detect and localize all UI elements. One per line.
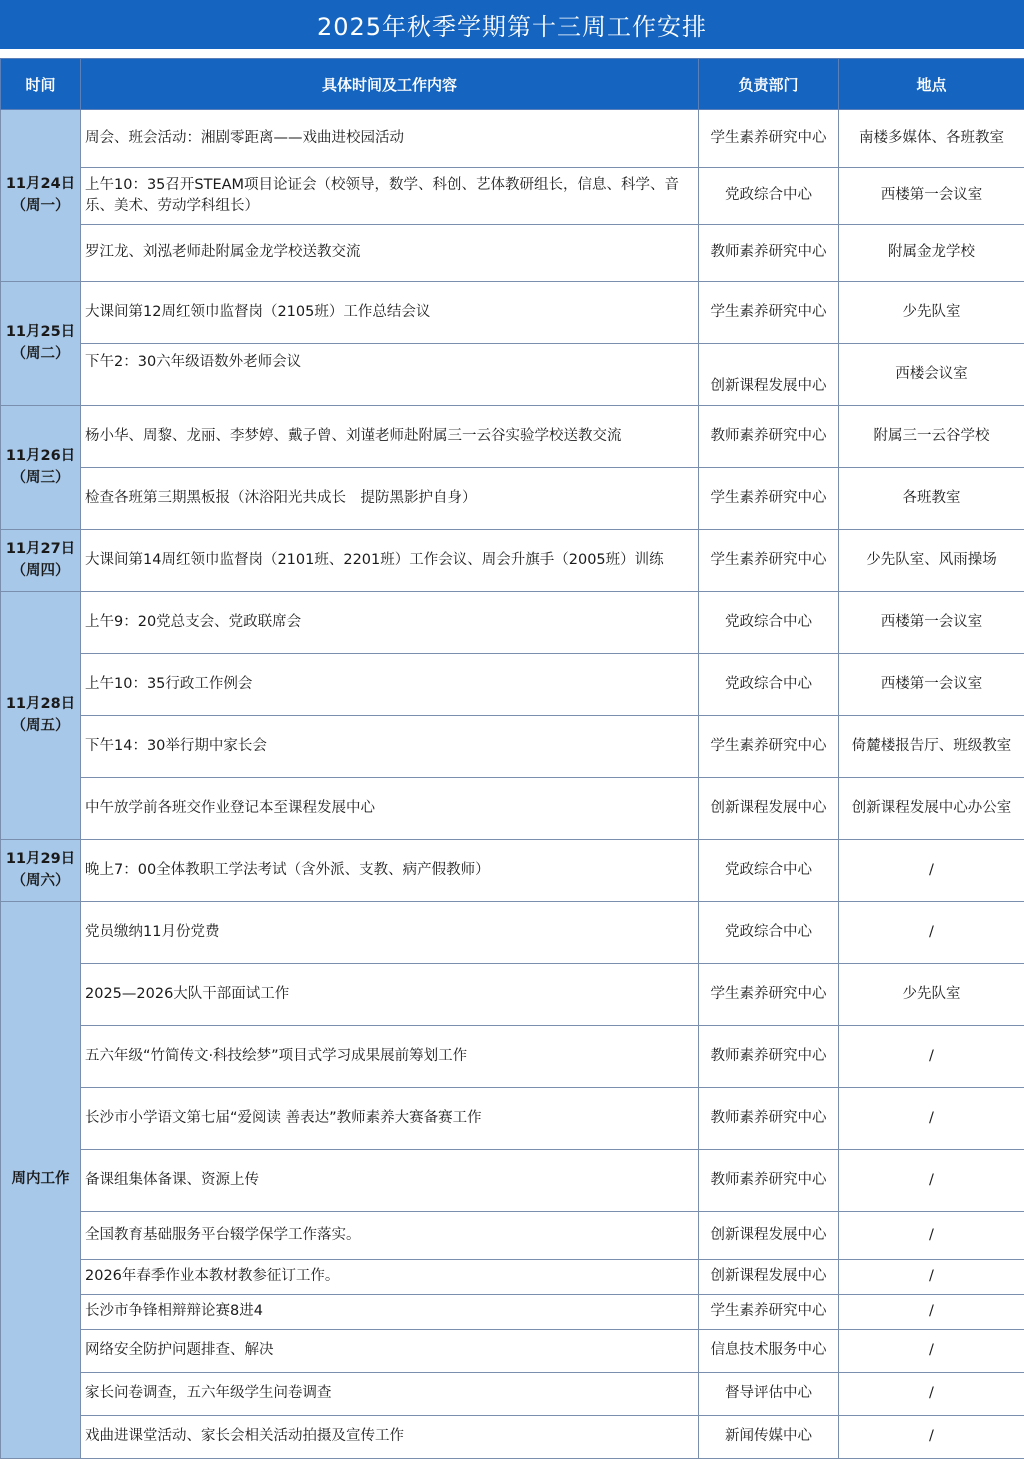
task-location: 创新课程发展中心办公室 [839,778,1024,840]
day-week: （周二） [5,344,76,365]
table-row [1,344,1024,406]
task-dept: 学生素养研究中心 [699,282,839,344]
task-location: 各班教室 [839,468,1024,530]
task-content: 全国教育基础服务平台辍学保学工作落实。 [81,1212,699,1260]
table-row [1,1373,1024,1416]
task-location: 少先队室 [839,282,1024,344]
task-location: / [839,1260,1024,1295]
table-row [1,778,1024,840]
task-content: 上午10：35召开STEAM项目论证会（校领导，数学、科创、艺体教研组长，信息、科学、音乐、美术、劳动学科组长） [81,168,699,225]
day-label [1,530,81,592]
task-location: / [839,902,1024,964]
page-title: 2025年秋季学期第十三周工作安排 [0,0,1024,52]
day-week: （周四） [5,561,76,582]
day-label [1,282,81,406]
day-week: （周六） [5,871,76,892]
day-label [1,840,81,902]
task-dept: 教师素养研究中心 [699,1150,839,1212]
day-week: （周三） [5,468,76,489]
task-dept: 学生素养研究中心 [699,716,839,778]
schedule-table [0,58,1024,1459]
task-content: 上午10：35行政工作例会 [81,654,699,716]
task-content: 大课间第14周红领巾监督岗（2101班、2201班）工作会议、周会升旗手（2005班）训练 [81,530,699,592]
task-content: 长沙市小学语文第七届“爱阅读 善表达”教师素养大赛备赛工作 [81,1088,699,1150]
table-row [1,168,1024,225]
day-label [1,902,81,1459]
header-row [1,59,1024,110]
day-date: 11月25日 [5,322,76,343]
task-dept: 教师素养研究中心 [699,225,839,282]
task-location: / [839,1212,1024,1260]
task-dept: 党政综合中心 [699,902,839,964]
task-dept: 创新课程发展中心 [699,344,839,406]
day-date: 11月28日 [5,694,76,715]
day-label [1,406,81,530]
day-date: 11月27日 [5,539,76,560]
table-row [1,225,1024,282]
task-dept: 教师素养研究中心 [699,1026,839,1088]
table-row [1,1295,1024,1330]
table-row [1,902,1024,964]
header-dept: 负责部门 [699,59,839,110]
task-dept: 党政综合中心 [699,592,839,654]
day-label [1,110,81,282]
task-content: 五六年级“竹简传文·科技绘梦”项目式学习成果展前筹划工作 [81,1026,699,1088]
day-week: （周一） [5,196,76,217]
task-dept: 创新课程发展中心 [699,778,839,840]
task-location: / [839,1150,1024,1212]
task-dept: 学生素养研究中心 [699,468,839,530]
table-row [1,530,1024,592]
table-row [1,964,1024,1026]
task-content: 戏曲进课堂活动、家长会相关活动拍摄及宣传工作 [81,1416,699,1459]
task-content: 大课间第12周红领巾监督岗（2105班）工作总结会议 [81,282,699,344]
task-dept: 教师素养研究中心 [699,406,839,468]
task-content: 党员缴纳11月份党费 [81,902,699,964]
task-dept: 新闻传媒中心 [699,1416,839,1459]
header-content: 具体时间及工作内容 [81,59,699,110]
task-content: 中午放学前各班交作业登记本至课程发展中心 [81,778,699,840]
task-content: 2026年春季作业本教材教参征订工作。 [81,1260,699,1295]
task-dept: 学生素养研究中心 [699,110,839,168]
task-dept: 信息技术服务中心 [699,1330,839,1373]
task-content: 下午14：30举行期中家长会 [81,716,699,778]
task-location: 附属三一云谷学校 [839,406,1024,468]
table-row [1,1150,1024,1212]
task-dept: 创新课程发展中心 [699,1260,839,1295]
task-dept: 教师素养研究中心 [699,1088,839,1150]
header-location: 地点 [839,59,1024,110]
task-content: 晚上7：00全体教职工学法考试（含外派、支教、病产假教师） [81,840,699,902]
task-dept: 学生素养研究中心 [699,530,839,592]
task-dept: 学生素养研究中心 [699,1295,839,1330]
task-dept: 创新课程发展中心 [699,1212,839,1260]
day-date: 周内工作 [5,1169,76,1190]
day-date: 11月26日 [5,446,76,467]
table-row [1,1330,1024,1373]
task-location: / [839,1295,1024,1330]
day-date: 11月24日 [5,174,76,195]
task-location: / [839,1416,1024,1459]
table-row [1,1260,1024,1295]
table-row [1,282,1024,344]
task-location: / [839,1373,1024,1416]
task-location: 附属金龙学校 [839,225,1024,282]
day-date: 11月29日 [5,849,76,870]
task-location: 西楼第一会议室 [839,592,1024,654]
task-content: 周会、班会活动：湘剧零距离——戏曲进校园活动 [81,110,699,168]
table-row [1,110,1024,168]
table-row [1,840,1024,902]
task-dept: 学生素养研究中心 [699,964,839,1026]
task-location: 西楼第一会议室 [839,168,1024,225]
task-content: 长沙市争锋相辩辩论赛8进4 [81,1295,699,1330]
task-location: 西楼会议室 [839,344,1024,406]
task-location: 少先队室 [839,964,1024,1026]
task-content: 检查各班第三期黑板报（沐浴阳光共成长 提防黑影护自身） [81,468,699,530]
task-content: 备课组集体备课、资源上传 [81,1150,699,1212]
task-content: 家长问卷调查，五六年级学生问卷调查 [81,1373,699,1416]
table-row [1,654,1024,716]
task-location: 少先队室、风雨操场 [839,530,1024,592]
schedule-body [1,110,1024,1459]
table-row [1,716,1024,778]
table-row [1,1088,1024,1150]
table-row [1,1026,1024,1088]
task-location: / [839,840,1024,902]
task-location: / [839,1088,1024,1150]
task-content: 杨小华、周黎、龙丽、李梦婷、戴子曾、刘谨老师赴附属三一云谷实验学校送教交流 [81,406,699,468]
task-location: 倚麓楼报告厅、班级教室 [839,716,1024,778]
table-row [1,468,1024,530]
task-location: 西楼第一会议室 [839,654,1024,716]
task-content: 2025—2026大队干部面试工作 [81,964,699,1026]
task-location: / [839,1330,1024,1373]
task-content: 上午9：20党总支会、党政联席会 [81,592,699,654]
task-dept: 党政综合中心 [699,168,839,225]
table-row [1,1416,1024,1459]
day-label [1,592,81,840]
task-content: 下午2：30六年级语数外老师会议 [81,344,699,406]
table-row [1,406,1024,468]
task-location: / [839,1026,1024,1088]
task-dept: 党政综合中心 [699,840,839,902]
task-content: 网络安全防护问题排查、解决 [81,1330,699,1373]
table-row [1,592,1024,654]
table-row [1,1212,1024,1260]
task-content: 罗江龙、刘泓老师赴附属金龙学校送教交流 [81,225,699,282]
day-week: （周五） [5,716,76,737]
task-location: 南楼多媒体、各班教室 [839,110,1024,168]
task-dept: 督导评估中心 [699,1373,839,1416]
task-dept: 党政综合中心 [699,654,839,716]
header-time: 时间 [1,59,81,110]
